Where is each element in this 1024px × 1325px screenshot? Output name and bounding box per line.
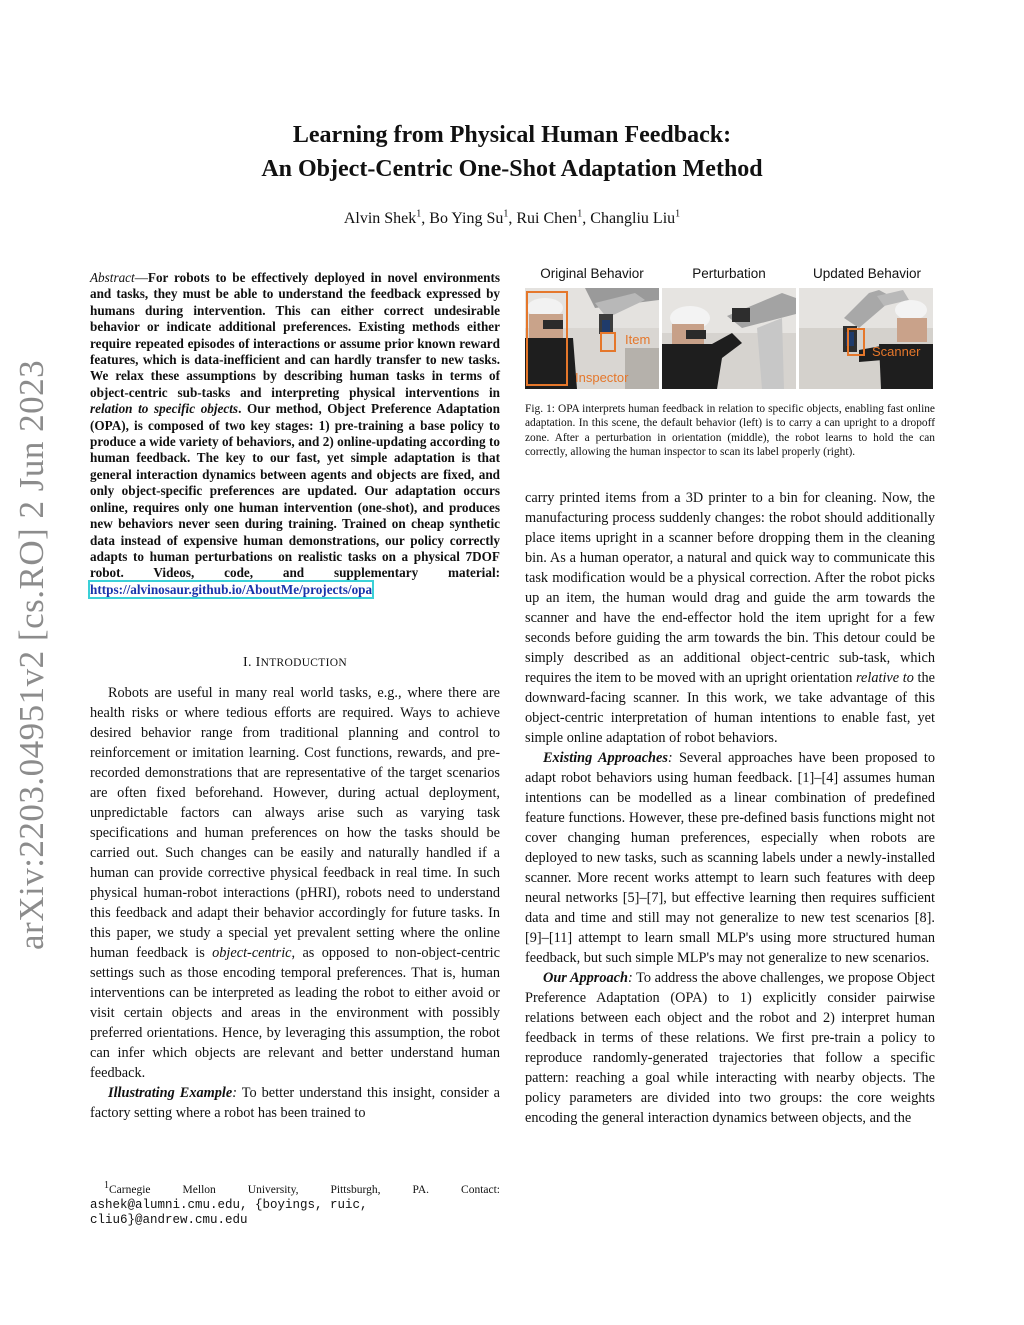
our-approach-text: To address the above challenges, we propose Object Preference Adaptation (OPA) to 1) explicitly consider pairwise relations between each object and the robot and 2) interpret human feedback in terms of these relations. We first pre-train a policy to reproduce randomly-generated trajectories that follow a specific pattern: reaching a goal while interacting with nearby objects. The policy parameters are divided into two groups: the core weights encoding the general interaction dynamics between objects, and the — [525, 970, 935, 1126]
runin-heading-existing: Existing Approaches — [543, 750, 668, 766]
intro-emphasis: object-centric — [212, 945, 292, 961]
item-box — [600, 332, 616, 352]
example-emphasis: relative to — [855, 670, 914, 686]
intro-body — [90, 683, 500, 1123]
author: Alvin Shek — [343, 210, 417, 227]
inspector-box — [526, 291, 568, 386]
example-continued-paragraph — [525, 488, 935, 748]
intro-paragraph-2-text: To better understand this insight, consider a factory setting where a robot has been trained to — [90, 1085, 500, 1121]
intro-text-b: , as opposed to non-object-centric settings such as those encoding temporal preferences. That is, human interventions can be interpreted as leading the robot to either avoid or visit certain objects and areas in the environment with possibly preferred orientations. Hence, by leveraging this assumption, the robot can infer which objects are relevant and better understand human feedback. — [90, 945, 501, 1081]
author-separator: , — [508, 210, 517, 227]
author-list — [150, 210, 874, 228]
section-heading-introduction — [90, 655, 500, 671]
figure-panel-original — [525, 288, 659, 389]
author-affiliation: 1 — [577, 208, 583, 220]
paper-title — [150, 118, 874, 186]
author-affiliation: 1 — [503, 208, 509, 220]
footnote — [90, 1180, 500, 1228]
author-separator: , — [421, 210, 430, 227]
scanner-item-box — [847, 328, 865, 356]
figure-caption: Fig. 1: OPA interprets human feedback in relation to specific objects, enabling fast online adaptation. In this scene, the default behavior (left) is to carry a can upright to a dropoff zone. After a perturbation in orientation (middle), the robot learns to hold the can correctly, allowing the human inspector to scan its label properly (right). — [525, 403, 935, 459]
figure-label-original: Original Behavior — [540, 266, 644, 281]
figure-label-updated: Updated Behavior — [812, 266, 922, 281]
footnote-text: Carnegie Mellon University, Pittsburgh, PA. Contact: — [109, 1184, 500, 1196]
existing-approaches-paragraph: Existing Approaches: Several approaches have been proposed to adapt robot behaviors using human feedback. [1]–[4] assumes human intentions can be modelled as a linear combination of predefined feature functions. However, these pre-defined basis functions might not cover changing human preferences, especially when robots are deployed to new tasks, such as scanning labels under a newly-installed scanner. More recent works attempt to learn such features with deep neural networks [5]–[7], but effective learning then requires sufficient data and time and still may not generalize to new test scenarios [8]. [9]–[11] attempt to learn small MLP's using more structured human feedback, but such simple MLP's may not generalize to new scenarios. — [525, 750, 935, 966]
figure-panel-perturbation — [662, 288, 796, 389]
existing-approaches-text: Several approaches have been proposed to adapt robot behaviors using human feedback. [1]–[4] assumes human intentions can be modelled as a linear combination of predefined feature functions. However, these pre-defined basis functions might not cover changing human preferences, especially when robots are deployed to new tasks, such as scanning labels under a newly-installed scanner. More recent works attempt to learn such features with deep neural networks [5]–[7], but effective learning then requires sufficient data and time and still may not generalize to new test scenarios [8]. [9]–[11] attempt to learn small MLP's using more structured human feedback, but such simple MLP's may not generalize to new scenarios. — [525, 750, 935, 966]
footnote-email-2: cliu6}@andrew.cmu.edu — [90, 1213, 248, 1227]
right-column-body — [525, 488, 935, 1128]
abstract-emphasis: relation to specific objects — [90, 401, 239, 417]
example-text-a: carry printed items from a 3D printer to a bin for cleaning. Now, the manufacturing process suddenly changes: the robot should additionally place items upright in a scanner before dropping them in the cleaning bin. As a human operator, a natural and quick way to communicate this task modification would be a physical correction. After the robot picks up an item, the human would drag and guide the arm towards the scanner and have the end-effector hold the item upright for a few seconds before guiding the arm towards the bin. This detour could be simply described as an additional object-centric sub-task, which requires the item to be moved with an upright orientation — [525, 490, 935, 686]
footnote-email-1: ashek@alumni.cmu.edu, {boyings, ruic, — [90, 1198, 368, 1212]
title-line-1: Learning from Physical Human Feedback: — [292, 122, 732, 148]
section-title-initial: I — [255, 655, 261, 670]
section-number: I. — [243, 655, 252, 670]
section-title-smallcaps: NTRODUCTION — [260, 657, 347, 669]
abstract-label: Abstract — [90, 270, 135, 285]
intro-text-a: Robots are useful in many real world tasks, e.g., where there are health risks or where tedious efforts are required. Ways to achieve desired behavior range from traditional planning and control to reinforcement or imitation learning. Cost functions, rewards, and pre-recorded demonstrations that are representative of the target scenarios are often fixed beforehand. However, during actual deployment, unpredictable factors can always arise such as varying task specifications and human preferences on how the tasks should be carried out. Such changes can be easily and naturally handled if a human can provide corrective physical feedback in real time. In such physical human-robot interactions (pHRI), robots need to understand this feedback and adapt their behavior accordingly for future tasks. In this paper, we study a special yet prevalent setting where the online human feedback is — [90, 685, 500, 961]
runin-heading-illustrating: Illustrating Example — [108, 1085, 233, 1101]
abstract-dash: — — [134, 270, 148, 285]
footnote-mark: 1 — [104, 1180, 109, 1192]
inspector-tag: Inspector — [575, 370, 629, 385]
author-affiliation: 1 — [675, 208, 681, 220]
arxiv-sidebar-stamp: arXiv:2203.04951v2 [cs.RO] 2 Jun 2023 — [12, 359, 51, 950]
figure-label-perturbation: Perturbation — [692, 266, 766, 281]
updated-behavior-photo — [799, 288, 933, 389]
author-affiliation: 1 — [416, 208, 422, 220]
project-link[interactable]: https://alvinosaur.github.io/AboutMe/projects/opa — [90, 581, 373, 597]
example-text-b: the downward-facing scanner. In this work, we take advantage of this object-centric interpretation of human intentions to enable fast, yet simple online adaptation of robot behaviors. — [525, 670, 935, 746]
title-line-2: An Object-Centric One-Shot Adaptation Method — [261, 156, 763, 182]
author: Changliu Liu — [590, 210, 676, 227]
figure-labels — [525, 266, 935, 286]
footnote-line-1 — [90, 1180, 500, 1198]
scanner-tag: Scanner — [872, 344, 921, 359]
our-approach-paragraph: Our Approach: To address the above challenges, we propose Object Preference Adaptation (OPA) to 1) explicitly consider pairwise relations between each object and the robot and 2) interpret human feedback in terms of these relations. We first pre-train a policy to reproduce randomly-generated trajectories that follow a specific pattern: reaching a goal while interacting with nearby objects. The policy parameters are divided into two groups: the core weights encoding the general interaction dynamics between objects, and the — [525, 970, 935, 1126]
intro-paragraph-2: Illustrating Example: To better understand this insight, consider a factory setting where a robot has been trained to — [90, 1085, 500, 1121]
perturbation-photo — [662, 288, 796, 389]
abstract — [90, 270, 500, 598]
intro-paragraph-1 — [90, 683, 500, 1083]
figure-panel-updated — [799, 288, 933, 389]
item-tag: Item — [625, 332, 651, 347]
runin-heading-approach: Our Approach — [543, 970, 628, 986]
abstract-label-group — [90, 270, 148, 285]
abstract-text-a: For robots to be effectively deployed in novel environments and tasks, they must be able to understand the feedback expressed by humans during intervention. This can either correct undesirable behavior or indicate additional preferences. Existing methods either require repeated episodes of interactions or assume prior known reward features, which is data-inefficient and can hardly transfer to new tasks. We relax these assumptions by describing human tasks in terms of object-centric sub-tasks and interpreting physical interventions in — [90, 270, 500, 400]
abstract-text-b: . Our method, Object Preference Adaptation (OPA), is composed of two key stages: 1) pre-training a base policy to produce a wide variety of behaviors, and 2) online-updating according to human feedback. The key to our fast, yet simple adaptation is that general interaction dynamics between agents and objects are fixed, and only object-specific preferences are updated. Our adaptation occurs online, requires only one human intervention (one-shot), and produces new behaviors never seen during training. Trained on cheap synthetic data instead of expensive human demonstrations, our policy correctly adapts to human perturbations on realistic tasks on a physical 7DOF robot. Videos, code, and supplementary material: — [90, 401, 500, 581]
author: Bo Ying Su — [429, 210, 504, 227]
author: Rui Chen — [516, 210, 578, 227]
author-separator: , — [582, 210, 591, 227]
